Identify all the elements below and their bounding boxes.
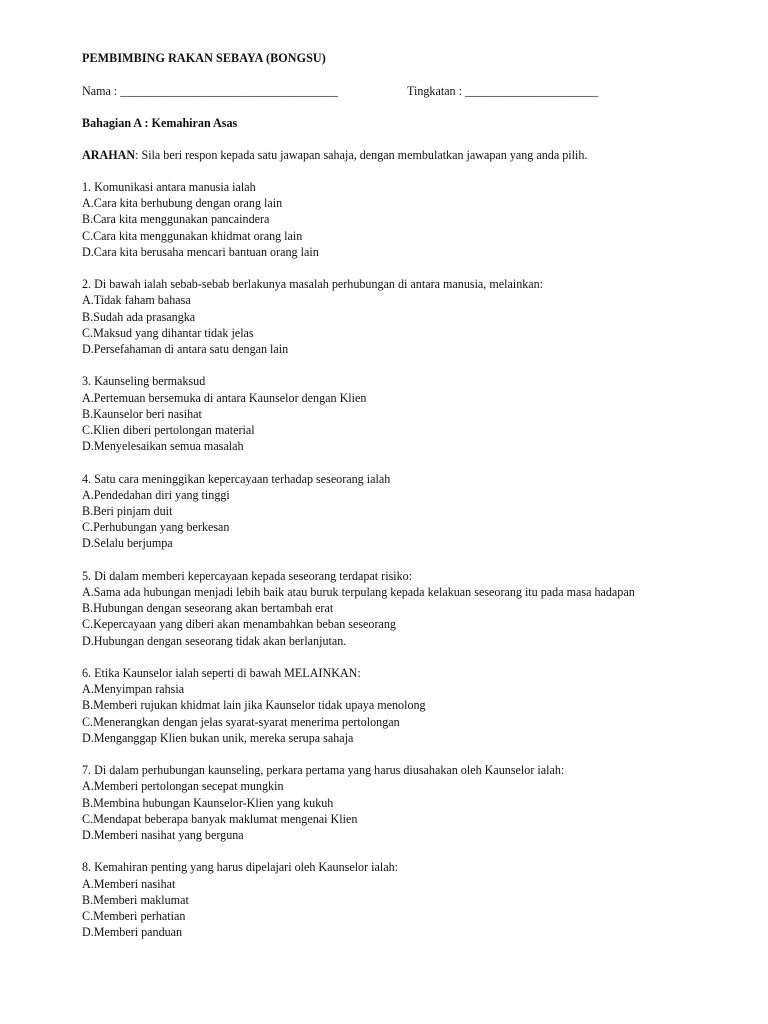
option-d[interactable]: D.Cara kita berusaha mencari bantuan orang lain [82,244,319,259]
section-title: Bahagian A : Kemahiran Asas [82,116,238,130]
option-d[interactable]: D.Memberi nasihat yang berguna [82,828,244,843]
question-text: 5. Di dalam memberi kepercayaan kepada seseorang terdapat risiko: [82,568,413,583]
option-b[interactable]: B.Memberi rujukan khidmat lain jika Kaunselor tidak upaya menolong [82,698,426,713]
option-d[interactable]: D.Memberi panduan [82,925,183,940]
question-text: 1. Komunikasi antara manusia ialah [82,180,256,194]
question-list [82,179,682,957]
arahan-label: ARAHAN [82,148,136,162]
option-c[interactable]: C.Maksud yang dihantar tidak jelas [82,325,254,340]
option-a[interactable]: A.Pertemuan bersemuka di antara Kaunselor dengan Klien [82,390,367,405]
option-c[interactable]: C.Klien diberi pertolongan material [82,423,255,438]
nama-label: Nama : [82,84,118,98]
option-d[interactable]: D.Hubungan dengan seseorang tidak akan berlanjutan. [82,633,347,648]
option-c[interactable]: C.Cara kita menggunakan khidmat orang lain [82,228,303,243]
question-5 [82,568,682,649]
option-d[interactable]: D.Selalu berjumpa [82,536,173,551]
document-title: PEMBIMBING RAKAN SEBAYA (BONGSU) [82,51,326,65]
question-3 [82,373,682,454]
question-text: 3. Kaunseling bermaksud [82,374,206,389]
nama-blank: ____________________________________ [120,84,338,98]
option-b[interactable]: B.Hubungan dengan seseorang akan bertambah erat [82,601,334,616]
tingkatan-field [407,83,598,99]
option-a[interactable]: A.Tidak faham bahasa [82,293,191,308]
option-c[interactable]: C.Memberi perhatian [82,909,186,924]
option-b[interactable]: B.Membina hubungan Kaunselor-Klien yang kukuh [82,795,334,810]
option-a[interactable]: A.Sama ada hubungan menjadi lebih baik atau buruk terpulang kepada kelakuan seseorang itu pada masa hadapan [82,585,635,600]
question-4 [82,471,682,552]
instructions [82,147,587,163]
option-b[interactable]: B.Cara kita menggunakan pancaindera [82,212,270,227]
question-text: 4. Satu cara meninggikan kepercayaan terhadap seseorang ialah [82,471,391,486]
option-c[interactable]: C.Menerangkan dengan jelas syarat-syarat menerima pertolongan [82,714,400,729]
arahan-text: : Sila beri respon kepada satu jawapan sahaja, dengan membulatkan jawapan yang anda pilih. [135,148,588,162]
question-text: 6. Etika Kaunselor ialah seperti di bawah MELAINKAN: [82,666,361,681]
question-7 [82,762,682,843]
option-d[interactable]: D.Persefahaman di antara satu dengan lain [82,342,289,357]
option-a[interactable]: A.Memberi pertolongan secepat mungkin [82,779,284,794]
question-text: 8. Kemahiran penting yang harus dipelajari oleh Kaunselor ialah: [82,860,399,875]
option-c[interactable]: C.Perhubungan yang berkesan [82,520,230,535]
question-text: 7. Di dalam perhubungan kaunseling, perkara pertama yang harus diusahakan oleh Kaunselor ialah: [82,763,565,778]
option-a[interactable]: A.Menyimpan rahsia [82,682,185,697]
option-b[interactable]: B.Sudah ada prasangka [82,309,196,324]
option-a[interactable]: A.Pendedahan diri yang tinggi [82,487,230,502]
question-1 [82,179,682,260]
option-b[interactable]: B.Kaunselor beri nasihat [82,406,202,421]
option-a[interactable]: A.Cara kita berhubung dengan orang lain [82,196,283,211]
option-b[interactable]: B.Memberi maklumat [82,892,189,907]
option-c[interactable]: C.Mendapat beberapa banyak maklumat mengenai Klien [82,811,358,826]
question-text: 2. Di bawah ialah sebab-sebab berlakunya masalah perhubungan di antara manusia, melainkan: [82,277,544,292]
question-2 [82,276,682,357]
tingkatan-label: Tingkatan : [407,84,462,98]
question-8 [82,859,682,940]
tingkatan-blank: ______________________ [465,84,599,98]
option-d[interactable]: D.Menganggap Klien bukan unik, mereka serupa sahaja [82,730,354,745]
option-a[interactable]: A.Memberi nasihat [82,876,176,891]
option-d[interactable]: D.Menyelesaikan semua masalah [82,439,244,454]
option-b[interactable]: B.Beri pinjam duit [82,504,173,519]
option-c[interactable]: C.Kepercayaan yang diberi akan menambahkan beban seseorang [82,617,396,632]
nama-field [82,83,338,99]
question-6 [82,665,682,746]
